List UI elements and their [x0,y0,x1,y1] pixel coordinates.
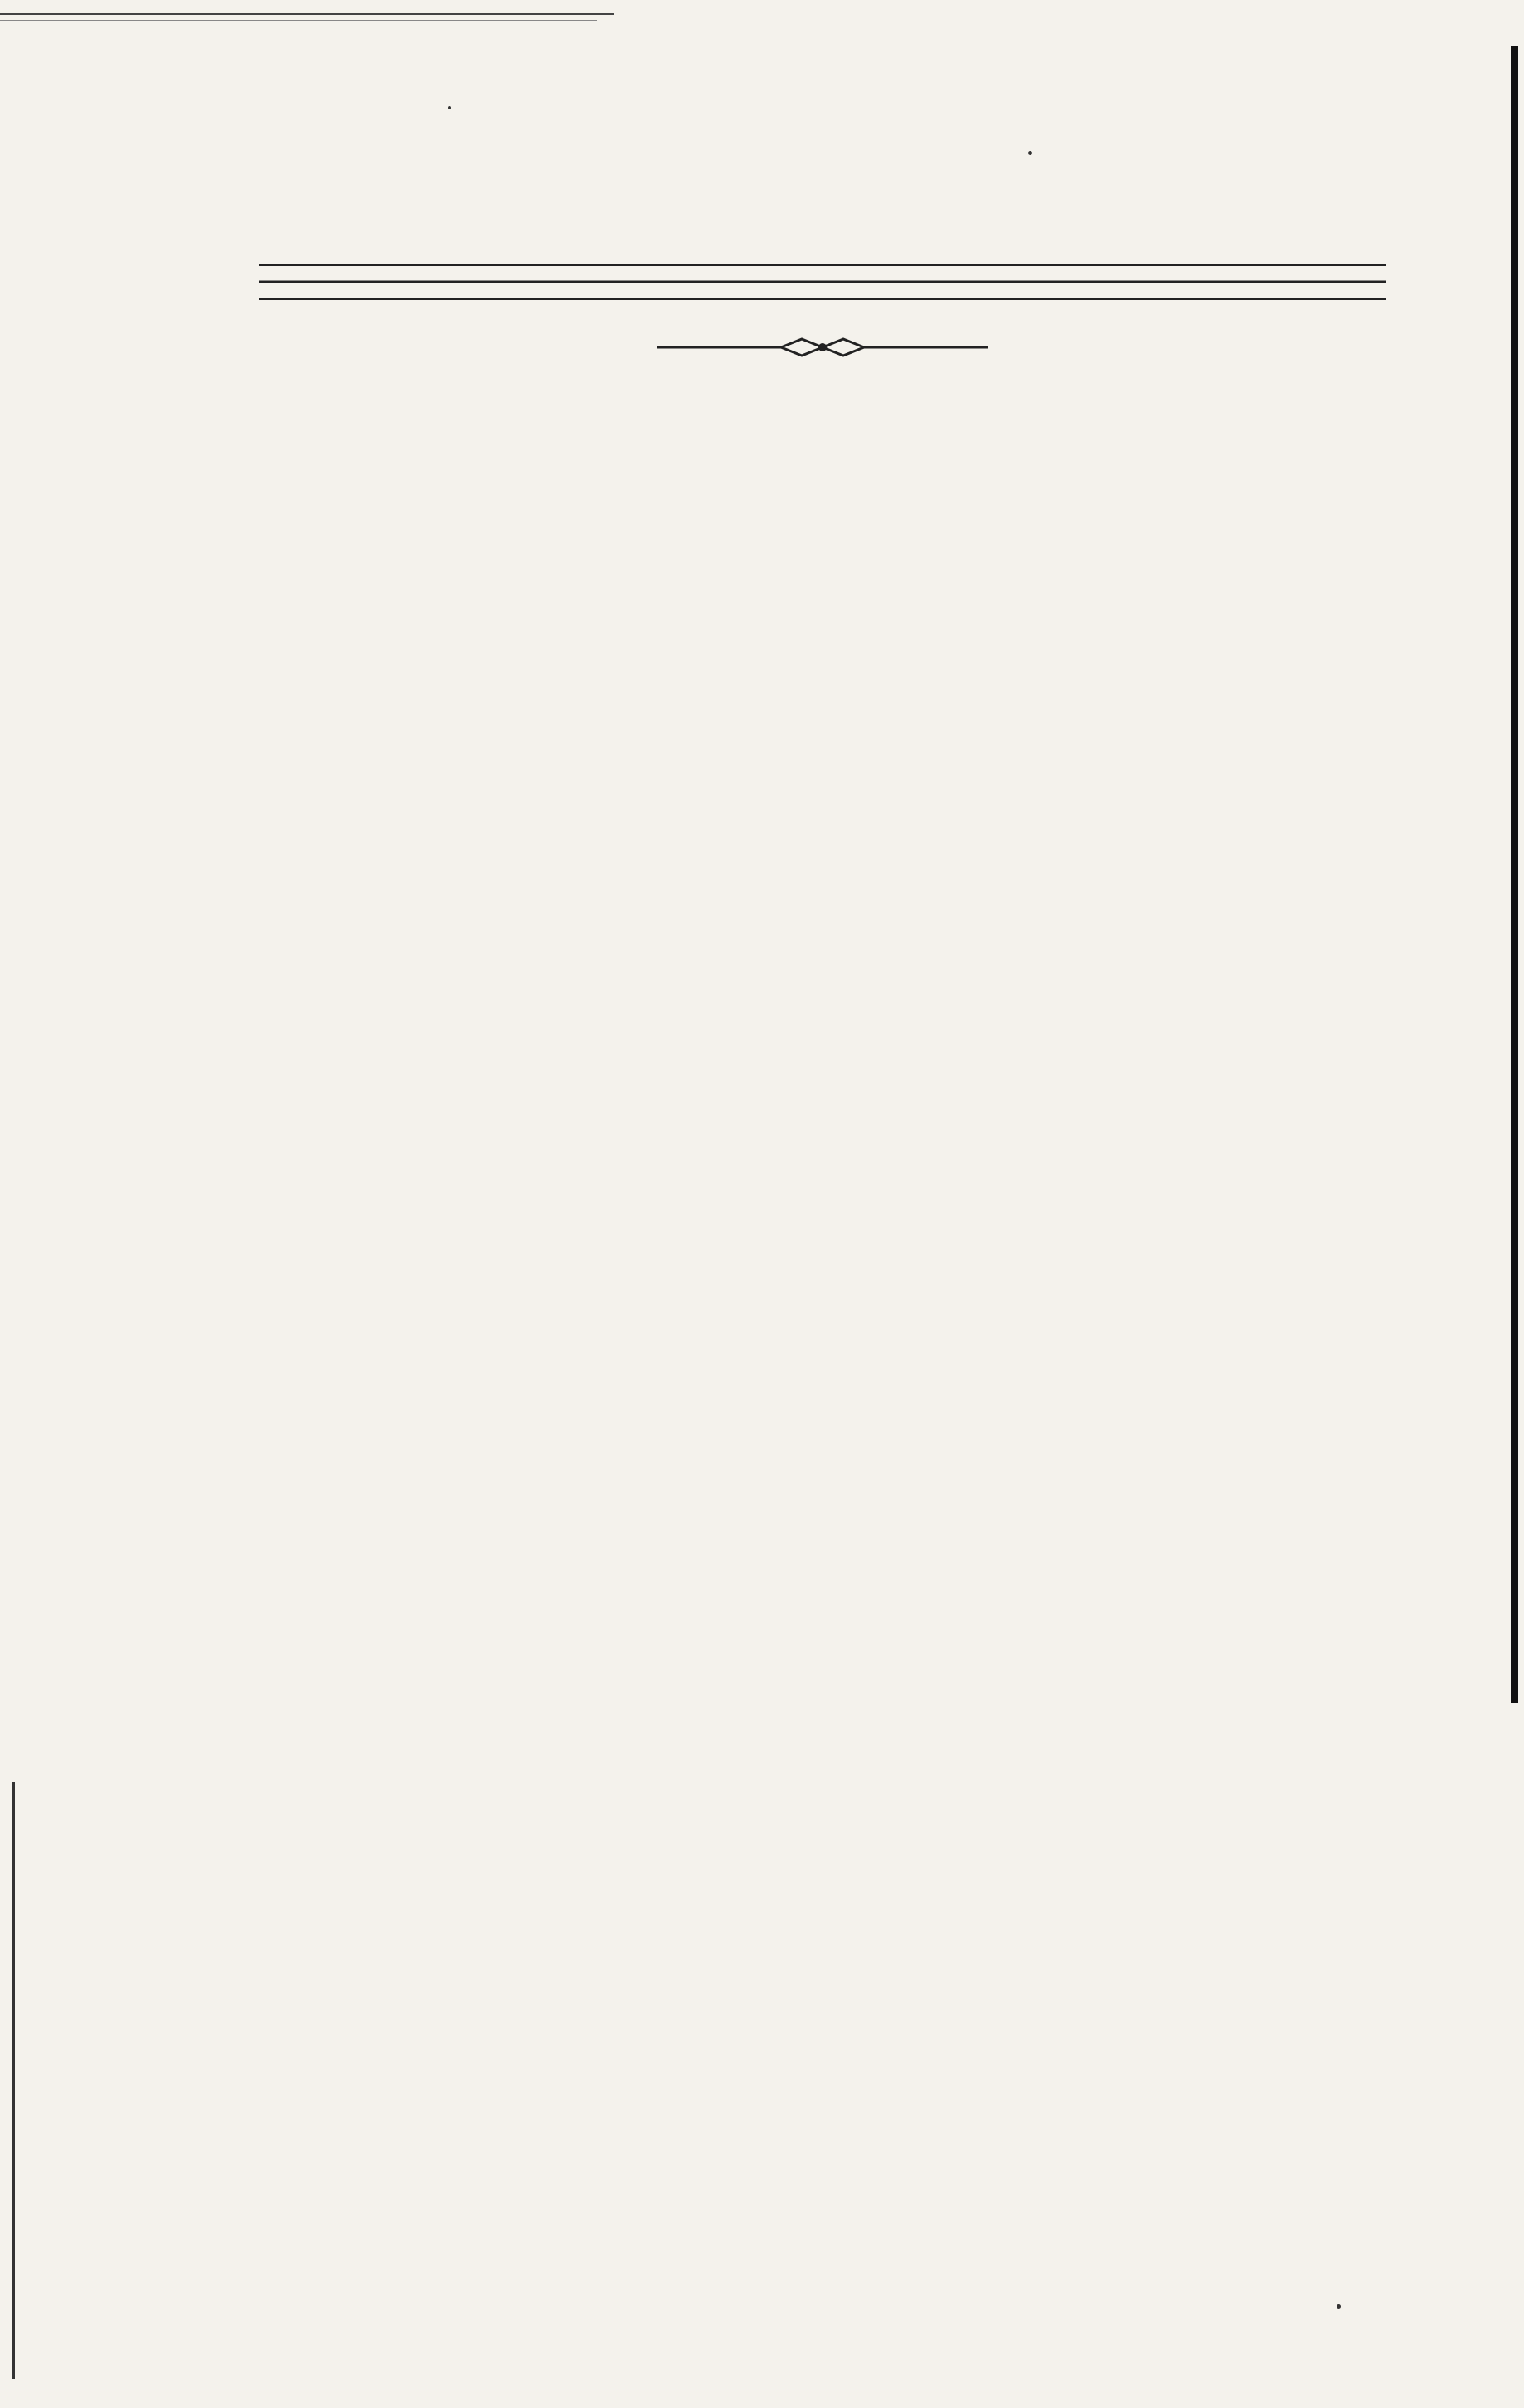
scan-speck [1028,151,1032,155]
page-content [259,189,1386,374]
running-header [259,189,1386,235]
scan-speck [1337,2304,1341,2309]
top-scan-rule-secondary [0,20,597,21]
left-scan-edge [12,1782,15,2379]
flourish-divider [657,334,988,361]
top-scan-rule [0,13,614,15]
scan-speck [448,106,451,109]
right-scan-edge [1511,46,1518,1703]
ornamental-border [259,259,1386,305]
